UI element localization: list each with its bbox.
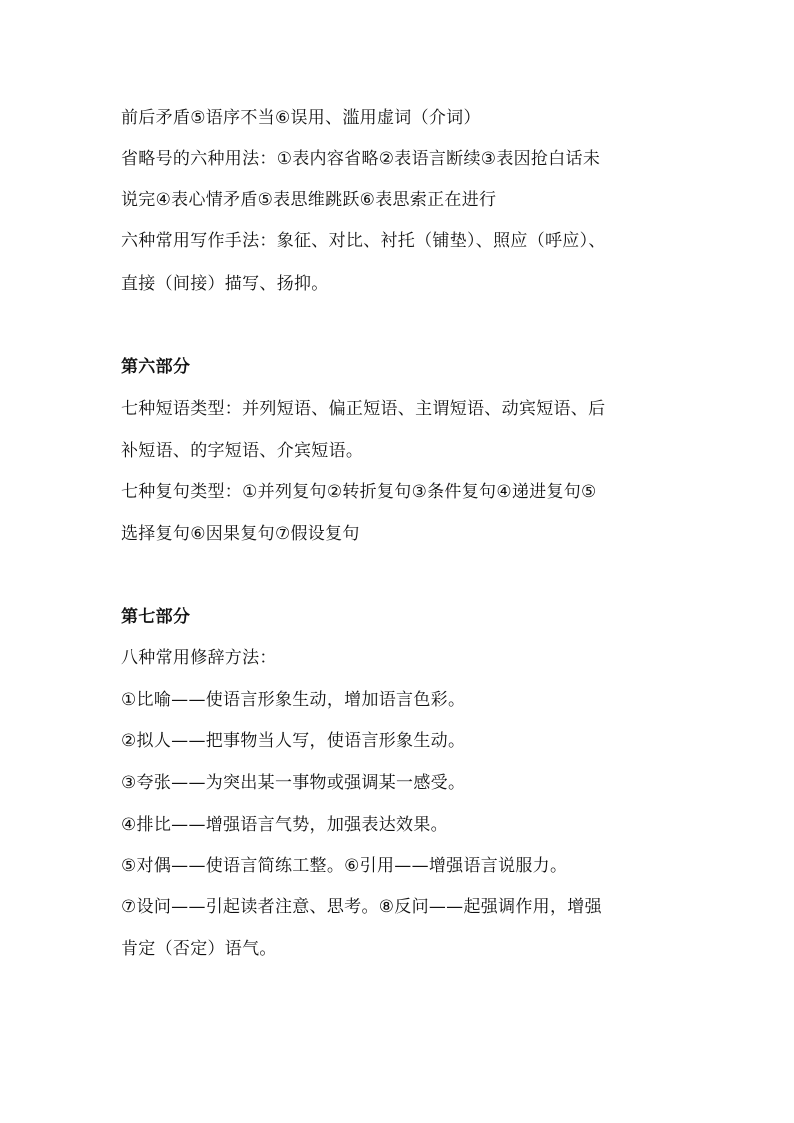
- text-line: 前后矛盾⑤语序不当⑥误用、滥用虚词（介词）: [121, 108, 481, 128]
- text-line: 直接（间接）描写、扬抑。: [121, 274, 329, 294]
- section-heading: 第六部分: [121, 357, 191, 377]
- text-line: ④排比——增强语言气势，加强表达效果。: [121, 815, 448, 835]
- text-line: 选择复句⑥因果复句⑦假设复句: [121, 524, 360, 544]
- text-line: 六种常用写作手法：象征、对比、衬托（铺垫）、照应（呼应）、: [121, 231, 606, 251]
- text-line: 肯定（否定）语气。: [121, 939, 277, 959]
- text-line: ③夸张——为突出某一事物或强调某一感受。: [121, 773, 466, 793]
- text-line: ⑤对偶——使语言简练工整。⑥引用——增强语言说服力。: [121, 856, 568, 876]
- text-line: 说完④表心情矛盾⑤表思维跳跃⑥表思索正在进行: [121, 190, 497, 210]
- section-heading: 第七部分: [121, 607, 191, 627]
- text-line: ①比喻——使语言形象生动，增加语言色彩。: [121, 690, 466, 710]
- text-line: 七种短语类型：并列短语、偏正短语、主谓短语、动宾短语、后: [121, 399, 606, 419]
- text-line: ②拟人——把事物当人写，使语言形象生动。: [121, 731, 466, 751]
- text-line: 七种复句类型：①并列复句②转折复句③条件复句④递进复句⑤: [121, 482, 597, 502]
- text-line: 省略号的六种用法：①表内容省略②表语言断续③表因抢白话未: [121, 149, 601, 169]
- text-line: 八种常用修辞方法：: [121, 648, 277, 668]
- text-line: ⑦设问——引起读者注意、思考。⑧反问——起强调作用，增强: [121, 897, 602, 917]
- text-line: 补短语、的字短语、介宾短语。: [121, 441, 364, 461]
